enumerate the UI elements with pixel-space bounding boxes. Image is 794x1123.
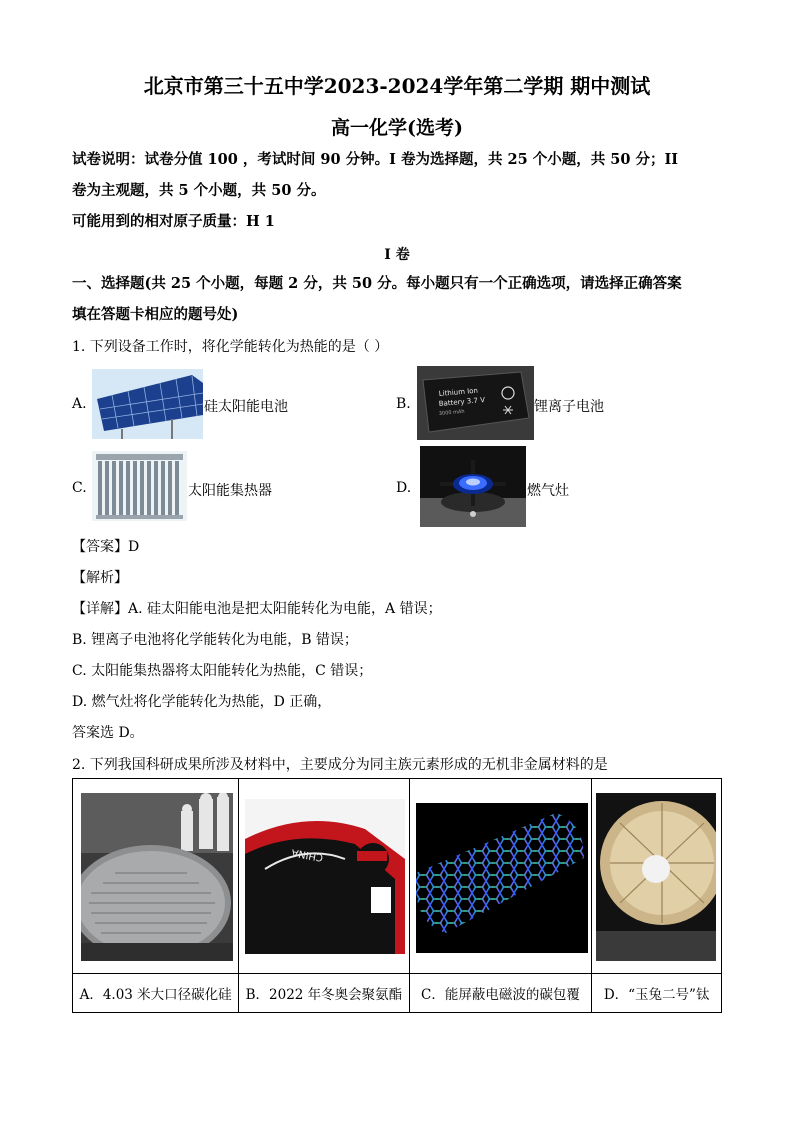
exam-title: 北京市第三十五中学2023-2024学年第二学期 期中测试	[143, 74, 651, 98]
conclusion: 答案选 D。	[72, 725, 144, 741]
caption-b: B．2022 年冬奥会聚氨酯	[239, 974, 409, 1013]
answer: 【答案】D	[72, 539, 140, 555]
option-b-letter: B.	[396, 396, 411, 412]
option-a-text: 硅太阳能电池	[204, 399, 288, 415]
exam-subtitle: 高一化学(选考)	[331, 117, 463, 139]
detail-line-b: B. 锂离子电池将化学能转化为电能，B 错误；	[72, 632, 358, 648]
gas-stove-image	[420, 446, 526, 527]
caption-d: D．“玉兔二号”钛	[592, 974, 722, 1013]
carbon-nanotube-image	[416, 803, 588, 953]
option-b-text: 锂离子电池	[534, 399, 604, 415]
detail-line-c: C. 太阳能集热器将太阳能转化为热能，C 错误；	[72, 663, 373, 679]
option-a-letter: A.	[72, 396, 87, 412]
instructions-line-2: 卷为主观题，共 5 个小题，共 50 分。	[72, 182, 326, 199]
solar-collector-image	[92, 451, 187, 521]
lithium-battery-image	[417, 366, 534, 440]
option-d-text: 燃气灶	[527, 483, 569, 499]
question-1-stem: 1. 下列设备工作时，将化学能转化为热能的是（ ）	[72, 339, 389, 355]
option-d-letter: D.	[396, 480, 412, 496]
skater-suit-text: CHINA	[291, 846, 325, 863]
detail-line-a: 【详解】A. 硅太阳能电池是把太阳能转化为电能，A 错误；	[72, 601, 442, 617]
silicon-carbide-mirror-image	[81, 793, 233, 961]
battery-label-1: Lithium Ion	[438, 386, 479, 398]
speed-skater-image	[245, 799, 405, 954]
battery-label-3: 3000 mAh	[438, 408, 465, 417]
question-2-table	[72, 778, 722, 1013]
yutu-rover-image	[596, 793, 716, 961]
caption-a: A．4.03 米大口径碳化硅	[73, 974, 239, 1013]
atomic-mass-note: 可能用到的相对原子质量：H 1	[72, 213, 275, 230]
caption-c: C．能屏蔽电磁波的碳包覆	[409, 974, 592, 1013]
option-c-letter: C.	[72, 480, 87, 496]
detail-line-d: D. 燃气灶将化学能转化为热能，D 正确，	[72, 694, 332, 710]
image-cell-a	[73, 779, 239, 974]
section-heading-line-1: 一、选择题(共 25 个小题，每题 2 分，共 50 分。每小题只有一个正确选项，请选择正确答案	[72, 275, 682, 292]
section-label: I 卷	[384, 247, 410, 263]
image-cell-d	[592, 779, 722, 974]
image-cell-b	[239, 779, 409, 974]
section-heading-line-2: 填在答题卡相应的题号处)	[72, 306, 239, 323]
solar-panel-image	[92, 369, 203, 439]
question-2-stem: 2. 下列我国科研成果所涉及材料中，主要成分为同主族元素形成的无机非金属材料的是	[72, 757, 608, 773]
analysis-label: 【解析】	[72, 570, 128, 586]
battery-label-2: Battery 3.7 V	[438, 395, 486, 408]
option-c-text: 太阳能集热器	[188, 483, 272, 499]
instructions-line-1: 试卷说明：试卷分值 100 ，考试时间 90 分钟。I 卷为选择题，共 25 个小题，共 50 分；II	[72, 151, 679, 168]
image-cell-c	[409, 779, 592, 974]
